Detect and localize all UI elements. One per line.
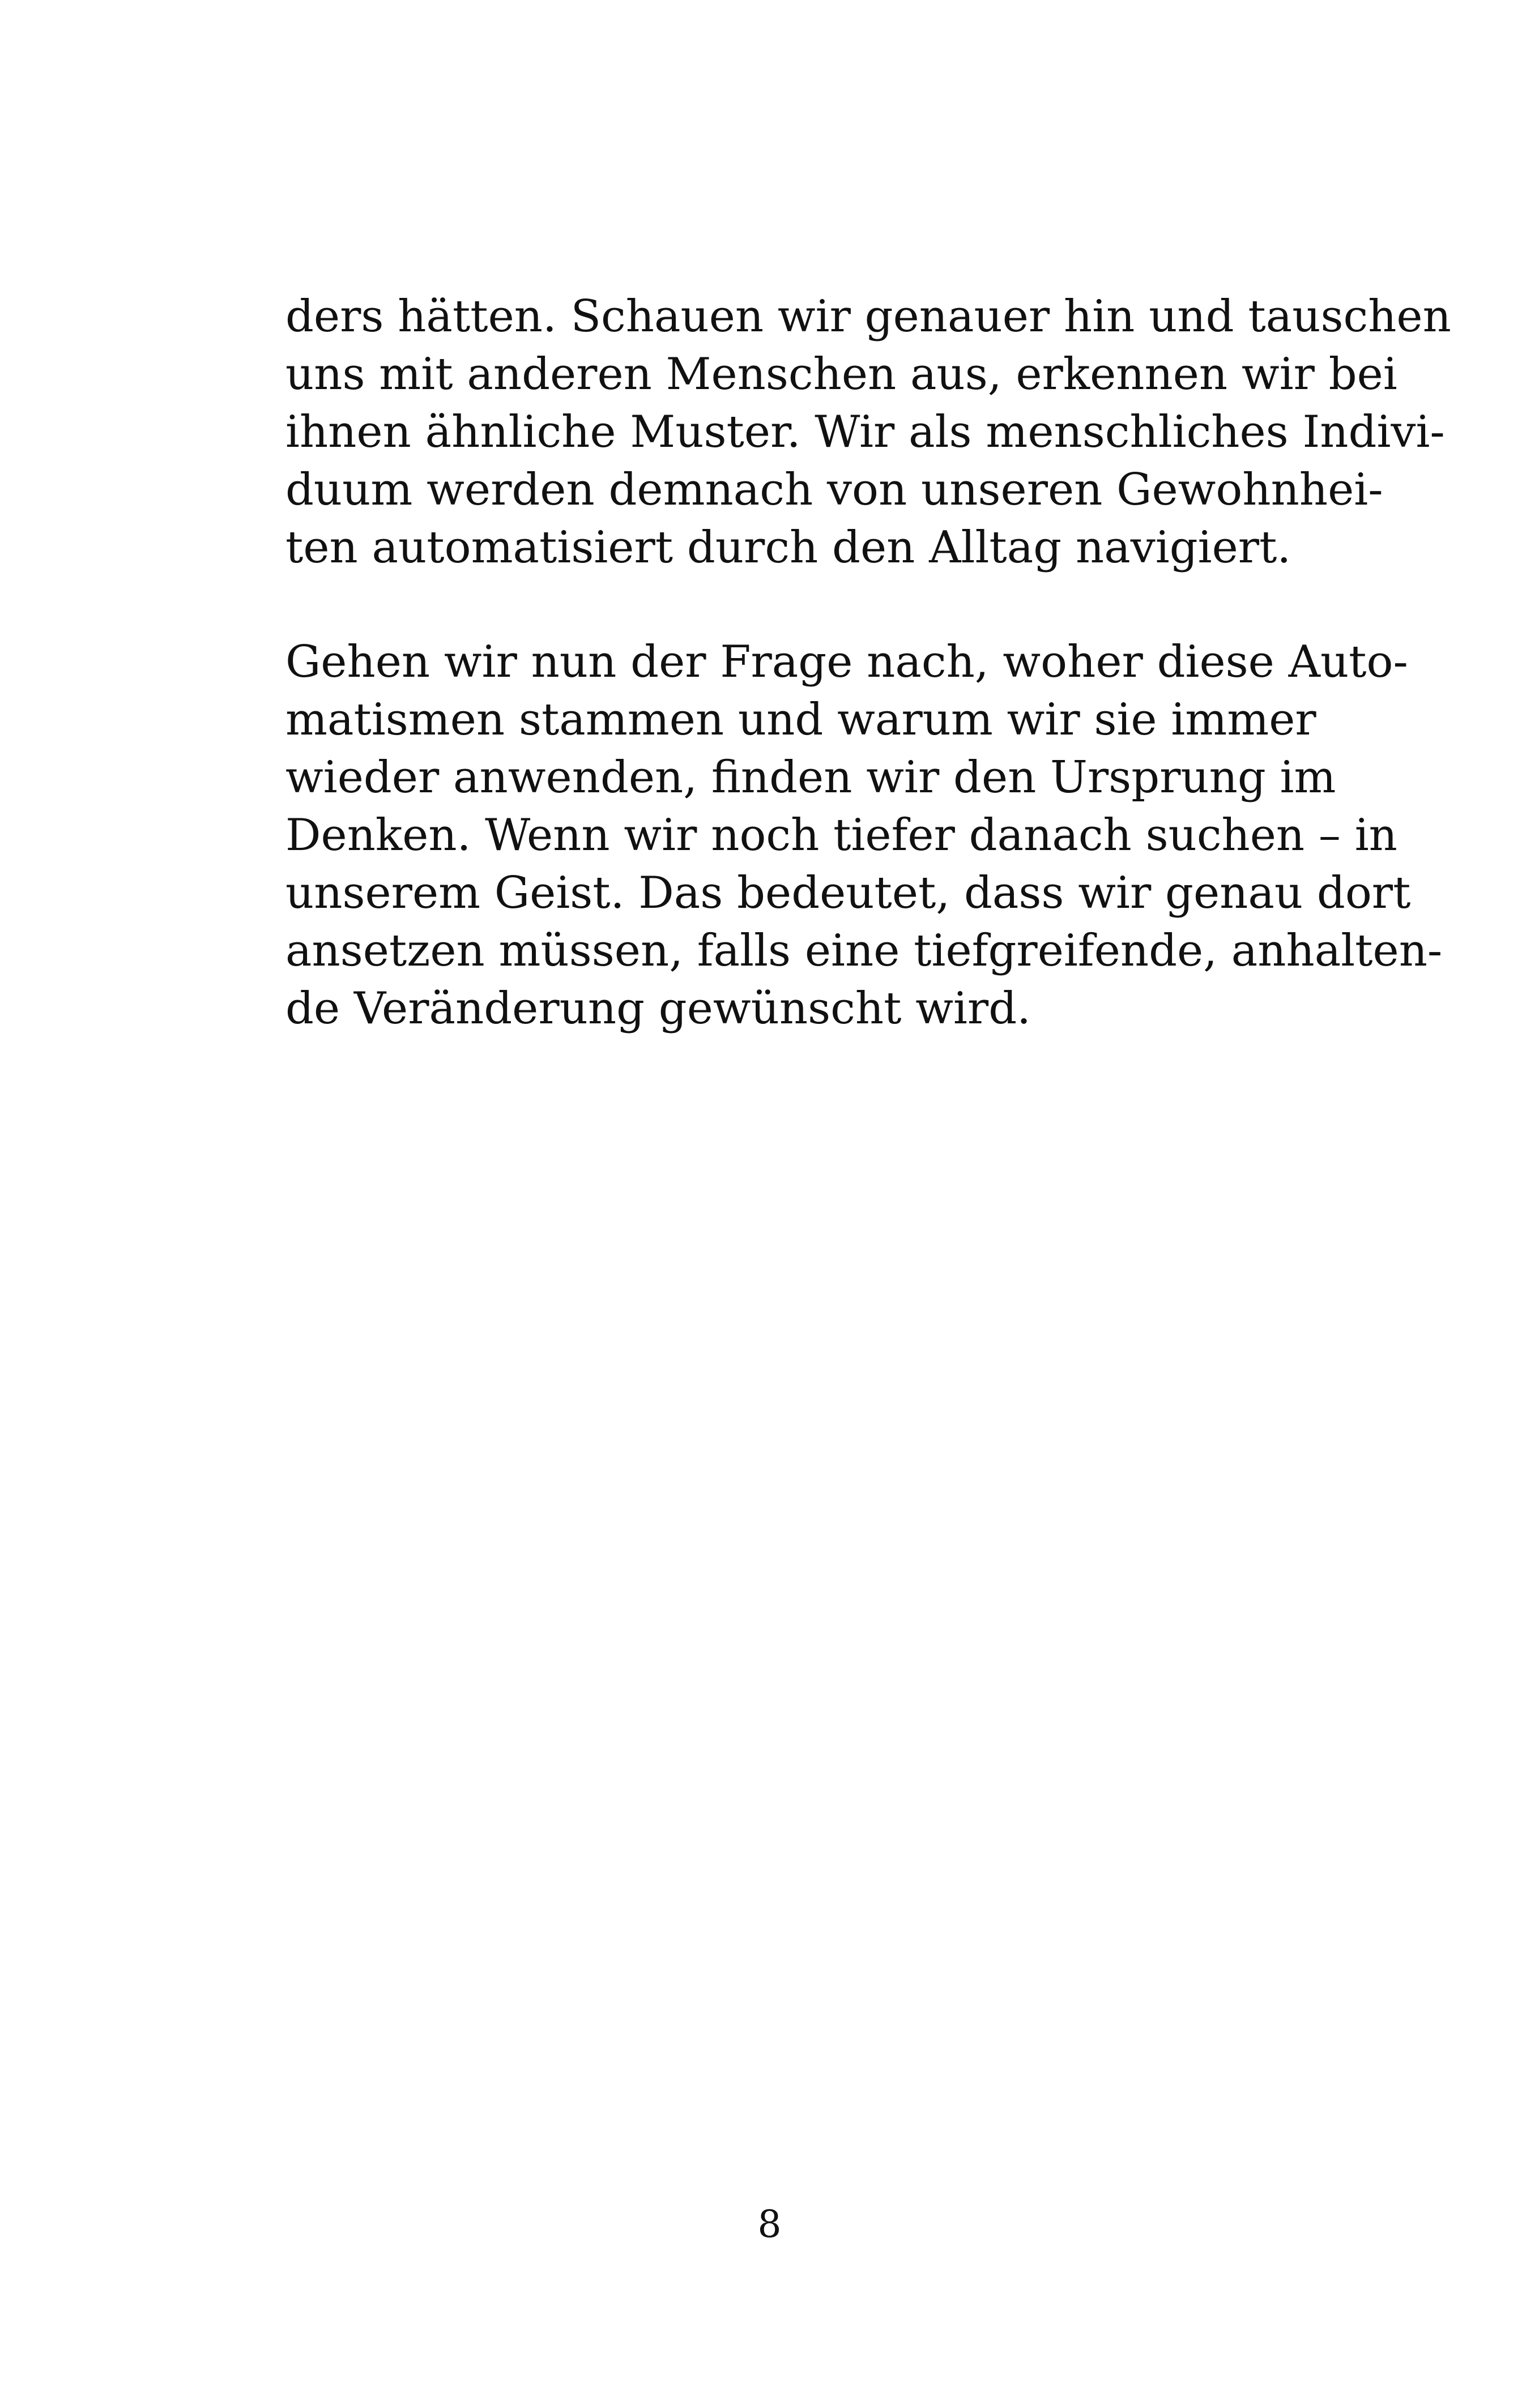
text-line: unserem Geist. Das bedeutet, dass wir genau dort [285,868,1411,919]
paragraph-1 [285,288,1451,577]
text-line: de Veränderung gewünscht wird. [285,983,1031,1034]
text-line: ten automatisiert durch den Alltag navigiert. [285,522,1291,573]
text-line: ihnen ähnliche Muster. Wir als menschliches Indivi- [285,407,1445,458]
text-line: wieder anwenden, finden wir den Ursprung im [285,752,1336,803]
text-line: matismen stammen und warum wir sie immer [285,694,1316,745]
text-line: uns mit anderen Menschen aus, erkennen wir bei [285,349,1397,400]
page-number: 8 [757,2202,782,2246]
text-line: Denken. Wenn wir noch tiefer danach suchen – in [285,810,1397,861]
text-line: ansetzen müssen, falls eine tiefgreifende, anhalten- [285,925,1443,976]
text-line: Gehen wir nun der Frage nach, woher diese Auto- [285,637,1408,688]
text-line: duum werden demnach von unseren Gewohnhei- [285,464,1383,515]
paragraph-2 [285,633,1443,1038]
text-line: ders hätten. Schauen wir genauer hin und tauschen [285,291,1451,342]
